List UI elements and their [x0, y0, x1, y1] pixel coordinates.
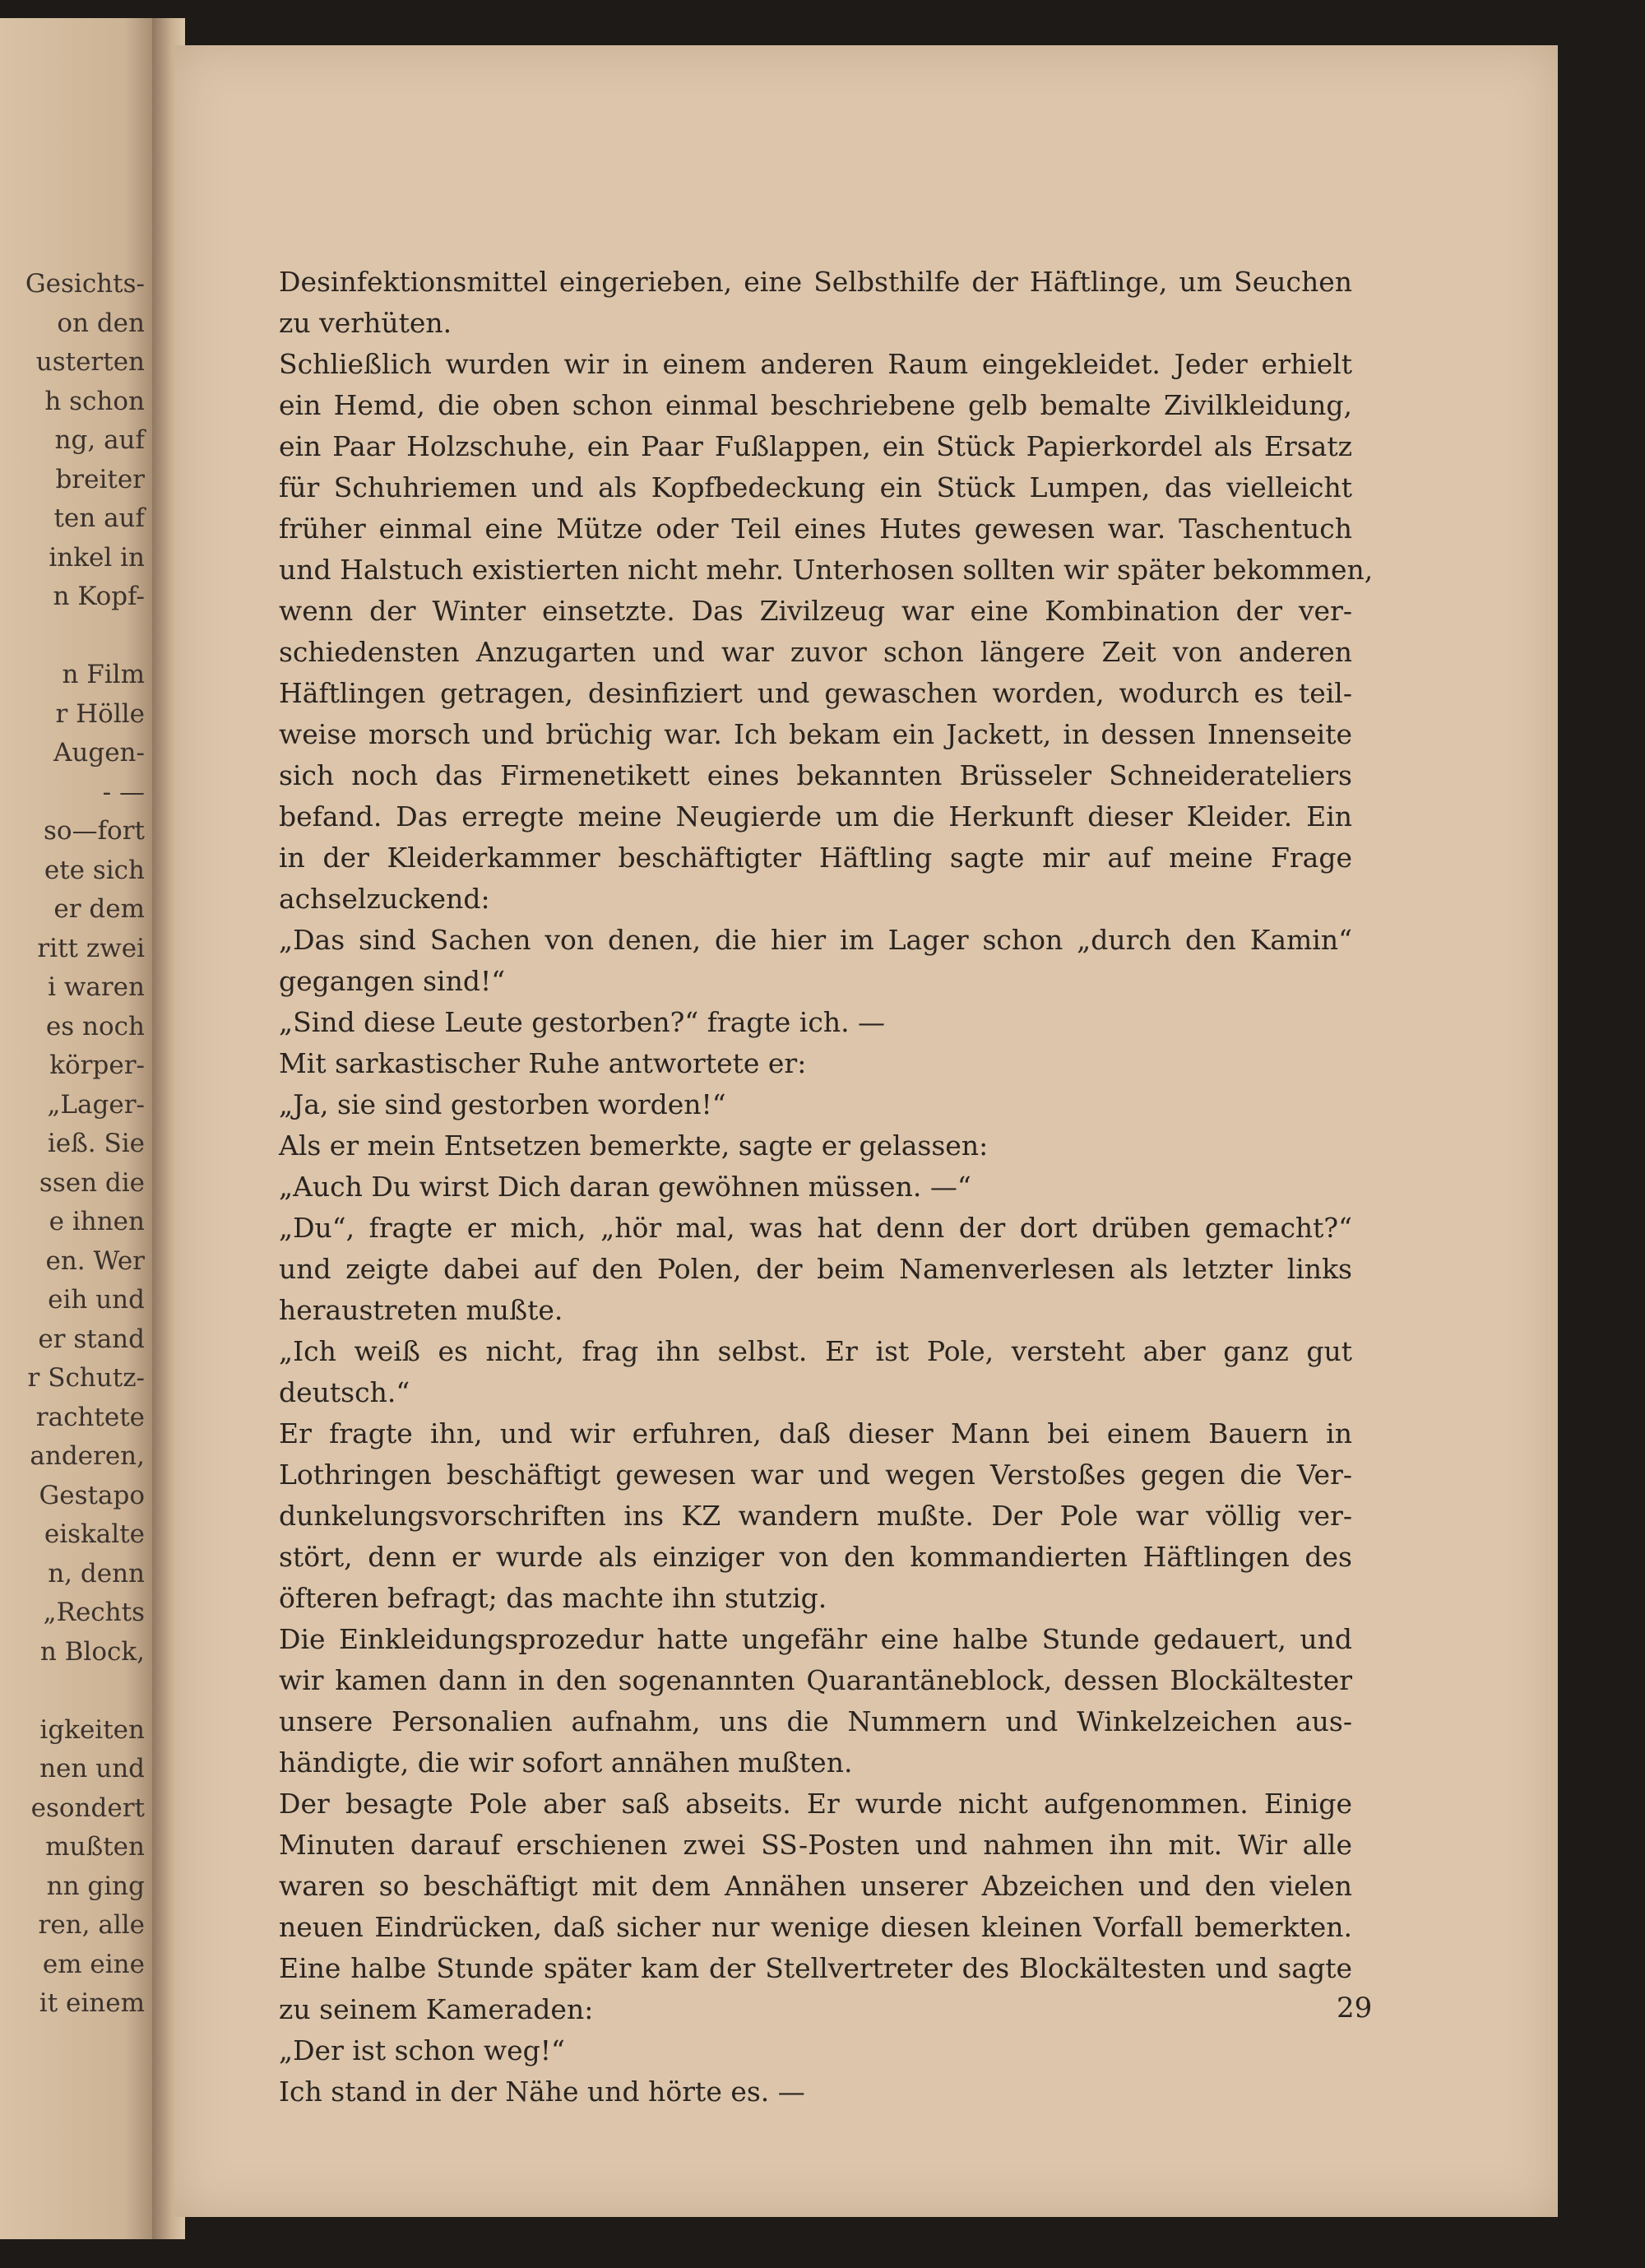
text-line: Die Einkleidungsprozedur hatte ungefähr eine halbe Stunde gedauert, und	[279, 1623, 1352, 1655]
left-fragment-line: en. Wer	[45, 1245, 145, 1276]
left-fragment-line: n Film	[62, 660, 145, 689]
left-fragment-line: esondert	[30, 1793, 145, 1823]
text-line: sich noch das Firmenetikett eines bekannten Brüsseler Schneiderateliers	[279, 759, 1352, 791]
text-line: wenn der Winter einsetzte. Das Zivilzeug war eine Kombination der ver-	[279, 595, 1352, 627]
left-fragment-line: anderen,	[30, 1441, 145, 1471]
left-fragment-line: usterten	[35, 347, 145, 377]
text-line: Als er mein Entsetzen bemerkte, sagte er gelassen:	[279, 1129, 989, 1162]
left-fragment-line: r Schutz-	[27, 1363, 145, 1393]
left-fragment-line: ete sich	[44, 855, 145, 885]
text-line: achselzuckend:	[279, 883, 490, 915]
left-fragment-line: it einem	[39, 1988, 145, 2018]
left-fragment-line	[0, 617, 145, 656]
text-line: weise morsch und brüchig war. Ich bekam ein Jackett, in dessen Innenseite	[279, 718, 1352, 750]
text-line: zu verhüten.	[279, 307, 452, 339]
left-fragment-line: n, denn	[48, 1558, 145, 1589]
text-line: „Du“, fragte er mich, „hör mal, was hat denn der dort drüben gemacht?“	[279, 1212, 1352, 1244]
text-line: „Ja, sie sind gestorben worden!“	[279, 1088, 726, 1120]
left-fragment-line: ren, alle	[38, 1910, 145, 1940]
left-fragment-line: inkel in	[49, 542, 145, 573]
left-fragment-line: r Hölle	[55, 698, 145, 729]
left-fragment-line: Augen-	[53, 738, 145, 768]
left-fragment-line: n Block,	[39, 1636, 145, 1667]
left-fragment-line: Gestapo	[39, 1480, 145, 1510]
left-fragment-line: e ihnen	[49, 1207, 145, 1236]
text-line: Ich stand in der Nähe und hörte es. —	[279, 2076, 805, 2108]
left-fragment-line: - —	[102, 777, 145, 807]
text-line: wir kamen dann in den sogenannten Quarantäneblock, dessen Blockältester	[279, 1664, 1352, 1696]
text-line: gegangen sind!“	[279, 965, 506, 997]
text-line: öfteren befragt; das machte ihn stutzig.	[279, 1582, 827, 1614]
left-fragment-line: er stand	[38, 1324, 145, 1354]
text-line: Lothringen beschäftigt gewesen war und wegen Verstoßes gegen die Ver-	[279, 1459, 1352, 1491]
text-line: früher einmal eine Mütze oder Teil eines Hutes gewesen war. Taschentuch	[279, 513, 1352, 545]
text-line: dunkelungsvorschriften ins KZ wandern mußte. Der Pole war völlig ver-	[279, 1500, 1352, 1532]
text-line: „Das sind Sachen von denen, die hier im Lager schon „durch den Kamin“	[279, 924, 1352, 956]
left-fragment-line: eih und	[48, 1285, 145, 1315]
left-fragment-line: ieß. Sie	[47, 1129, 145, 1158]
text-line: neuen Eindrücken, daß sicher nur wenige diesen kleinen Vorfall bemerkten.	[279, 1911, 1352, 1943]
left-fragment-line: igkeiten	[39, 1714, 145, 1745]
left-fragment-line: Gesichts-	[25, 269, 145, 299]
left-page-fragments	[0, 265, 145, 2024]
left-fragment-line: i waren	[48, 972, 145, 1002]
text-line: ein Paar Holzschuhe, ein Paar Fußlappen, ein Stück Papierkordel als Ersatz	[279, 430, 1352, 462]
left-fragment-line: breiter	[55, 464, 145, 494]
left-fragment-line: körper-	[49, 1051, 145, 1080]
text-line: für Schuhriemen und als Kopfbedeckung ein Stück Lumpen, das vielleicht	[279, 471, 1352, 503]
left-fragment-line: nn ging	[46, 1871, 145, 1901]
text-line: Der besagte Pole aber saß abseits. Er wurde nicht aufgenommen. Einige	[279, 1788, 1352, 1820]
text-line: stört, denn er wurde als einziger von den kommandierten Häftlingen des	[279, 1541, 1352, 1573]
text-line: Er fragte ihn, und wir erfuhren, daß dieser Mann bei einem Bauern in	[279, 1417, 1352, 1449]
left-fragment-line: on den	[57, 308, 145, 338]
text-line: heraustreten mußte.	[279, 1294, 563, 1326]
left-fragment-line: ten auf	[53, 503, 145, 533]
text-line: und Halstuch existierten nicht mehr. Unterhosen sollten wir später bekommen,	[279, 554, 1374, 586]
left-fragment-line: er dem	[53, 894, 145, 924]
text-line: in der Kleiderkammer beschäftigter Häftling sagte mir auf meine Frage	[279, 842, 1352, 874]
text-line: Desinfektionsmittel eingerieben, eine Selbsthilfe der Häftlinge, um Seuchen	[279, 266, 1352, 298]
left-fragment-line: em eine	[42, 1949, 145, 1979]
text-line: Häftlingen getragen, desinfiziert und gewaschen worden, wodurch es teil-	[279, 677, 1352, 709]
text-line: „Ich weiß es nicht, frag ihn selbst. Er ist Pole, versteht aber ganz gut	[279, 1335, 1352, 1367]
text-line: Minuten darauf erschienen zwei SS-Posten und nahmen ihn mit. Wir alle	[279, 1829, 1352, 1861]
left-fragment-line: ng, auf	[54, 425, 145, 455]
text-line: „Der ist schon weg!“	[279, 2034, 565, 2066]
text-line: waren so beschäftigt mit dem Annähen unserer Abzeichen und den vielen	[279, 1870, 1352, 1902]
left-fragment-line: ritt zwei	[37, 933, 145, 963]
text-line: händigte, die wir sofort annähen mußten.	[279, 1746, 853, 1779]
left-fragment-line: mußten	[45, 1832, 145, 1862]
left-fragment-line: ssen die	[39, 1167, 145, 1198]
text-line: unsere Personalien aufnahm, uns die Nummern und Winkelzeichen aus-	[279, 1705, 1352, 1737]
left-fragment-line	[0, 1672, 145, 1711]
text-line: ein Hemd, die oben schon einmal beschriebene gelb bemalte Zivilkleidung,	[279, 389, 1352, 421]
left-fragment-line: „Lager-	[47, 1089, 145, 1120]
page-number: 29	[1337, 1992, 1373, 2025]
text-line: Eine halbe Stunde später kam der Stellvertreter des Blockältesten und sagte	[279, 1952, 1352, 1984]
text-line: und zeigte dabei auf den Polen, der beim Namenverlesen als letzter links	[279, 1253, 1352, 1285]
left-fragment-line: „Rechts	[43, 1598, 145, 1627]
left-page-edge	[0, 18, 156, 2239]
left-fragment-line: h schon	[44, 386, 145, 416]
text-line: zu seinem Kameraden:	[279, 1993, 594, 2025]
left-fragment-line: n Kopf-	[53, 582, 145, 611]
left-fragment-line: so—fort	[44, 816, 145, 846]
text-line: befand. Das erregte meine Neugierde um die Herkunft dieser Kleider. Ein	[279, 800, 1352, 833]
text-line: deutsch.“	[279, 1376, 410, 1408]
left-fragment-line: nen und	[39, 1754, 145, 1783]
text-line: Mit sarkastischer Ruhe antwortete er:	[279, 1047, 807, 1079]
text-line: „Sind diese Leute gestorben?“ fragte ich. —	[279, 1006, 886, 1038]
text-line: schiedensten Anzugarten und war zuvor schon längere Zeit von anderen	[279, 636, 1352, 668]
right-page	[174, 45, 1558, 2217]
text-line: Schließlich wurden wir in einem anderen Raum eingekleidet. Jeder erhielt	[279, 348, 1352, 380]
left-fragment-line: rachtete	[35, 1402, 145, 1432]
text-line: „Auch Du wirst Dich daran gewöhnen müssen. —“	[279, 1171, 971, 1203]
left-fragment-line: es noch	[45, 1011, 145, 1041]
left-fragment-line: eiskalte	[44, 1519, 145, 1549]
